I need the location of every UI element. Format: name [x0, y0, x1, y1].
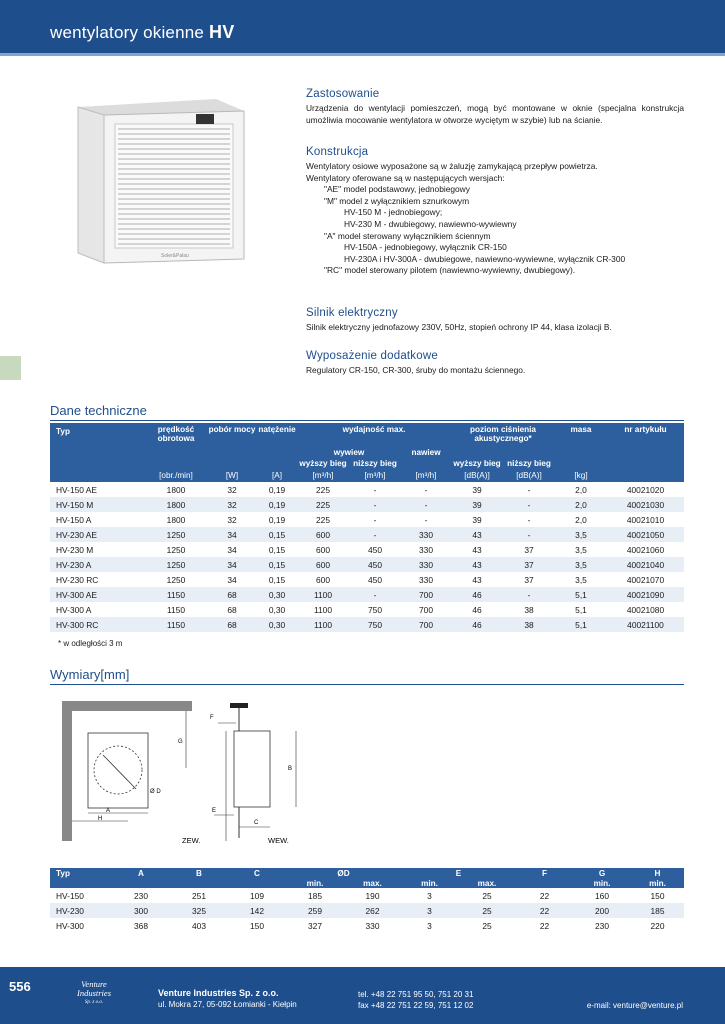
- table-cell: 37: [524, 544, 534, 555]
- section-zastosowanie: [306, 88, 684, 126]
- table-cell: 700: [401, 617, 451, 632]
- table-row: [50, 482, 684, 497]
- col-pobor: pobór mocy: [207, 423, 257, 447]
- table-cell: -: [401, 497, 451, 512]
- col-c: C: [228, 868, 286, 878]
- table-cell: 330: [419, 574, 433, 585]
- table-cell: 450: [368, 574, 382, 585]
- table-row: [50, 542, 684, 557]
- table-cell: 37: [503, 557, 555, 572]
- table-cell: HV-230 A: [50, 557, 145, 572]
- table-cell: 251: [192, 890, 206, 901]
- table-cell: -: [527, 484, 531, 495]
- table-cell: 25: [458, 903, 516, 918]
- col-wydajnosc: wydajność max.: [297, 423, 451, 447]
- table-cell: HV-150 AE: [56, 484, 97, 495]
- dane-techniczne-title: Dane techniczne: [50, 403, 147, 418]
- table-cell: 43: [472, 544, 482, 555]
- table-cell: -: [527, 514, 531, 525]
- table-cell: 34: [207, 557, 257, 572]
- table-cell: -: [503, 587, 555, 602]
- table-cell: 0,15: [268, 544, 286, 555]
- label-h: H: [98, 816, 103, 822]
- table-cell: 32: [227, 484, 237, 495]
- table-cell: -: [424, 484, 428, 495]
- version-item: HV-150 M - jednobiegowy;: [344, 207, 443, 218]
- label-g: G: [178, 739, 183, 745]
- table-cell: -: [349, 587, 401, 602]
- table-cell: 330: [401, 557, 451, 572]
- page-header: [0, 0, 725, 53]
- table-cell: 2,0: [575, 484, 587, 495]
- table-cell: 1800: [166, 514, 186, 525]
- table-cell: 0,19: [268, 514, 286, 525]
- table-cell: 3,5: [555, 527, 607, 542]
- table-cell: 230: [134, 890, 148, 901]
- section-silnik: [306, 307, 684, 334]
- table-cell: 600: [297, 557, 349, 572]
- table-cell: 1250: [145, 527, 207, 542]
- product-photo: [68, 97, 246, 265]
- table-cell: 150: [650, 890, 665, 901]
- table-cell: -: [349, 527, 401, 542]
- table-cell: 3,5: [575, 544, 587, 555]
- col-e: E: [401, 868, 516, 878]
- table-cell: 46: [451, 587, 503, 602]
- label-e: E: [212, 808, 217, 814]
- table-cell: 0,30: [257, 587, 297, 602]
- dimension-diagram: [58, 693, 308, 853]
- table-cell: 1100: [313, 604, 332, 615]
- table-cell: 1100: [297, 587, 349, 602]
- table-cell: 3,5: [555, 557, 607, 572]
- table-cell: 185: [631, 903, 684, 918]
- table-cell: 34: [227, 574, 237, 585]
- unit: [A]: [257, 469, 297, 482]
- table-cell: 40021020: [626, 484, 665, 495]
- table-cell: 190: [365, 890, 380, 901]
- table-cell: 225: [316, 514, 330, 525]
- label-a: A: [106, 808, 111, 814]
- label-zew: ZEW.: [182, 836, 201, 845]
- table-cell: 330: [419, 544, 433, 555]
- col-min: min.: [631, 878, 684, 888]
- table-row: [50, 602, 684, 617]
- table-cell: HV-150: [56, 890, 84, 901]
- table-cell: 330: [365, 920, 380, 931]
- table-cell: -: [373, 484, 377, 495]
- table-row: [50, 572, 684, 587]
- table-cell: 43: [451, 557, 503, 572]
- col-masa: masa: [555, 423, 607, 447]
- table-cell: -: [503, 497, 555, 512]
- table-cell: 40021070: [626, 574, 665, 585]
- table-cell: 68: [207, 587, 257, 602]
- unit: [m³/h]: [349, 469, 401, 482]
- label-wew: WEW.: [268, 836, 289, 845]
- col-max: max.: [344, 878, 401, 888]
- col-b: B: [170, 868, 228, 878]
- col-f: F: [516, 868, 573, 878]
- page-number: 556: [9, 979, 31, 994]
- unit: [kg]: [555, 469, 607, 482]
- version-item: HV-150A - jednobiegowy, wyłącznik CR-150: [344, 242, 507, 253]
- table-cell: 3: [427, 890, 432, 901]
- table-cell: 68: [227, 604, 237, 615]
- table-cell: 39: [472, 514, 482, 525]
- table-cell: 600: [316, 544, 330, 555]
- table-cell: 142: [228, 903, 286, 918]
- table-cell: 2,0: [575, 514, 587, 525]
- table-cell: 40021080: [626, 604, 665, 615]
- col-h: H: [631, 868, 684, 878]
- table-row: [50, 557, 684, 572]
- table-cell: 600: [297, 527, 349, 542]
- col-predkosc: prędkość obrotowa: [145, 423, 207, 447]
- table-cell: 262: [344, 903, 401, 918]
- version-item: HV-230 M - dwubiegowy, nawiewno-wywiewny: [344, 218, 517, 229]
- table-cell: HV-150 M: [50, 497, 145, 512]
- table-cell: 325: [170, 903, 228, 918]
- version-item: "AE" model podstawowy, jednobiegowy: [324, 184, 470, 195]
- wymiary-title: Wymiary[mm]: [50, 667, 129, 682]
- unit: [m³/h]: [297, 469, 349, 482]
- table-cell: HV-230 RC: [56, 574, 99, 585]
- table-cell: 46: [472, 604, 482, 615]
- table-row: [50, 512, 684, 527]
- table-cell: 600: [316, 574, 330, 585]
- table-cell: 3,5: [575, 574, 587, 585]
- table-cell: 32: [227, 514, 237, 525]
- table-cell: 38: [524, 604, 534, 615]
- table-cell: 150: [250, 920, 264, 931]
- table-cell: 34: [227, 544, 237, 555]
- table-cell: 0,30: [268, 604, 286, 615]
- table-row: [50, 587, 684, 602]
- company-email[interactable]: e-mail: venture@venture.pl: [586, 1001, 683, 1010]
- table-cell: 5,1: [555, 617, 607, 632]
- table-cell: 38: [503, 617, 555, 632]
- col-wyzszy: wyższy bieg: [451, 458, 503, 469]
- table-cell: 40021010: [626, 514, 665, 525]
- table-cell: 25: [482, 890, 492, 901]
- table-cell: HV-300 AE: [50, 587, 145, 602]
- col-poziom: poziom ciśnienia akustycznego*: [451, 423, 555, 447]
- table-cell: 34: [207, 527, 257, 542]
- table-cell: 68: [207, 617, 257, 632]
- table-row: [50, 497, 684, 512]
- table-cell: 2,0: [555, 497, 607, 512]
- company-fax: fax +48 22 751 22 59, 751 12 02: [358, 1001, 474, 1010]
- col-typ: Typ: [50, 423, 145, 447]
- col-nr: nr artykułu: [607, 423, 684, 447]
- col-min: min.: [286, 878, 344, 888]
- col-natezenie: natężenie: [257, 423, 297, 447]
- table-cell: 0,15: [257, 557, 297, 572]
- company-logo: Venture Industries Sp. z o.o.: [77, 979, 111, 1005]
- col-wyzszy: wyższy bieg: [297, 458, 349, 469]
- company-address: ul. Mokra 27, 05-092 Łomianki - Kiełpin: [158, 1000, 297, 1009]
- technical-data-table: [50, 423, 684, 632]
- col-min: min.: [573, 878, 631, 888]
- table-cell: 220: [650, 920, 665, 931]
- table-cell: 700: [419, 604, 433, 615]
- silnik-heading: Silnik elektryczny: [306, 307, 398, 319]
- table-row: [50, 888, 684, 903]
- table-cell: 46: [451, 617, 503, 632]
- table-cell: 1250: [145, 557, 207, 572]
- table-cell: 300: [112, 903, 170, 918]
- table-cell: HV-230: [50, 903, 112, 918]
- konstrukcja-line: Wentylatory oferowane są w następujących wersjach:: [306, 172, 505, 183]
- col-nizszy: niższy bieg: [349, 458, 401, 469]
- table-cell: 450: [368, 544, 382, 555]
- zastosowanie-text: Urządzenia do wentylacji pomieszczeń, mogą być montowane w oknie (specjalna konstrukcja umożliwia mocowanie wentylatora w otworze wyciętym w szybie) lub na ścianie.: [306, 103, 684, 125]
- label-f: F: [210, 715, 214, 721]
- table-cell: 32: [207, 497, 257, 512]
- version-item: "A" model sterowany wyłącznikiem ściennym: [324, 230, 491, 241]
- version-item: "M" model z wyłącznikiem sznurkowym: [324, 195, 470, 206]
- table-cell: HV-150 A: [56, 514, 92, 525]
- table-cell: 750: [368, 604, 382, 615]
- table-cell: 368: [134, 920, 148, 931]
- table-cell: 225: [316, 484, 330, 495]
- table-cell: 40021030: [607, 497, 684, 512]
- table-cell: 5,1: [575, 604, 587, 615]
- table-cell: HV-230 M: [56, 544, 94, 555]
- table-cell: 327: [308, 920, 322, 931]
- col-a: A: [112, 868, 170, 878]
- wyposazenie-text: Regulatory CR-150, CR-300, śruby do montażu ściennego.: [306, 365, 526, 375]
- zastosowanie-heading: Zastosowanie: [306, 88, 380, 100]
- table-row: [50, 527, 684, 542]
- table-cell: HV-300 RC: [50, 617, 145, 632]
- table-cell: 25: [482, 920, 492, 931]
- table-cell: 403: [192, 920, 206, 931]
- col-nawiew: nawiew: [401, 447, 451, 458]
- label-d: Ø D: [150, 789, 161, 795]
- konstrukcja-heading: Konstrukcja: [306, 146, 369, 158]
- table-cell: 37: [524, 574, 534, 585]
- table-cell: 22: [539, 890, 550, 901]
- table-cell: 40021050: [607, 527, 684, 542]
- wyposazenie-heading: Wyposażenie dodatkowe: [306, 350, 438, 362]
- table-cell: 0,30: [257, 617, 297, 632]
- silnik-text: Silnik elektryczny jednofazowy 230V, 50Hz, stopień ochrony IP 44, klasa izolacji B.: [306, 322, 612, 332]
- table-cell: 1150: [166, 604, 185, 615]
- col-max: max.: [458, 878, 516, 888]
- table-cell: 1150: [145, 587, 207, 602]
- version-item: HV-230A i HV-300A - dwubiegowe, nawiewno-wywiewne, wyłącznik CR-300: [344, 253, 626, 264]
- table-cell: 259: [286, 903, 344, 918]
- table-cell: 109: [250, 890, 264, 901]
- unit: [obr./min]: [145, 469, 207, 482]
- unit: [dB(A)]: [503, 469, 555, 482]
- table-cell: 40021100: [607, 617, 684, 632]
- table-cell: 3: [401, 903, 458, 918]
- table-cell: HV-300: [56, 920, 84, 931]
- version-item: "RC" model sterowany pilotem (nawiewno-wywiewny, dwubiegowy).: [324, 265, 576, 276]
- table-cell: 160: [595, 890, 609, 901]
- table-cell: 450: [349, 557, 401, 572]
- unit: [W]: [207, 469, 257, 482]
- table-cell: 40021040: [607, 557, 684, 572]
- table-cell: 1250: [166, 574, 186, 585]
- table-cell: 0,15: [268, 574, 286, 585]
- label-b: B: [288, 766, 293, 772]
- footnote: * w odległości 3 m: [58, 639, 123, 648]
- table-cell: 225: [297, 497, 349, 512]
- table-cell: 1150: [145, 617, 207, 632]
- page-footer: [0, 967, 725, 1024]
- col-nizszy: niższy bieg: [503, 458, 555, 469]
- side-tab-marker: [0, 356, 21, 380]
- table-cell: 0,19: [257, 497, 297, 512]
- col-d: ØD: [286, 868, 401, 878]
- section-konstrukcja: [306, 146, 684, 277]
- table-cell: 39: [451, 497, 503, 512]
- table-cell: 230: [595, 920, 609, 931]
- table-cell: HV-300 A: [56, 604, 92, 615]
- table-cell: 330: [401, 527, 451, 542]
- section-wyposazenie: [306, 350, 684, 377]
- table-cell: -: [503, 527, 555, 542]
- table-cell: 43: [451, 527, 503, 542]
- table-cell: -: [373, 514, 377, 525]
- table-cell: 0,15: [257, 527, 297, 542]
- table-cell: 0,19: [268, 484, 286, 495]
- table-cell: 40021090: [607, 587, 684, 602]
- table-cell: 43: [472, 574, 482, 585]
- table-cell: 1250: [166, 544, 186, 555]
- table-cell: 22: [516, 903, 573, 918]
- col-typ: Typ: [50, 868, 112, 878]
- table-cell: 1800: [166, 484, 186, 495]
- table-cell: 185: [308, 890, 322, 901]
- table-cell: 22: [539, 920, 550, 931]
- table-cell: HV-230 AE: [50, 527, 145, 542]
- table-cell: -: [424, 514, 428, 525]
- table-cell: -: [349, 497, 401, 512]
- table-row: [50, 903, 684, 918]
- table-cell: 700: [401, 587, 451, 602]
- col-min: min.: [401, 878, 458, 888]
- table-row: [50, 617, 684, 632]
- table-cell: 40021060: [626, 544, 665, 555]
- table-row: [50, 918, 684, 933]
- label-c: C: [254, 820, 259, 826]
- dimensions-table: [50, 868, 684, 933]
- product-brand-text: Soler&Palau: [161, 253, 189, 259]
- col-wywiew: wywiew: [297, 447, 401, 458]
- table-cell: 39: [472, 484, 482, 495]
- col-g: G: [573, 868, 631, 878]
- table-cell: 3: [427, 920, 432, 931]
- table-cell: 200: [573, 903, 631, 918]
- company-name: Venture Industries Sp. z o.o.: [158, 988, 279, 998]
- header-divider: [0, 53, 725, 56]
- page-title: wentylatory okienne HV: [50, 22, 235, 42]
- unit: [dB(A)]: [451, 469, 503, 482]
- unit: [m³/h]: [401, 469, 451, 482]
- table-cell: 1100: [297, 617, 349, 632]
- table-cell: 1800: [145, 497, 207, 512]
- table-cell: 5,1: [555, 587, 607, 602]
- table-cell: 750: [349, 617, 401, 632]
- konstrukcja-line: Wentylatory osiowe wyposażone są w żaluzję zamykającą przepływ powietrza.: [306, 161, 598, 171]
- company-phone: tel. +48 22 751 95 50, 751 20 31: [358, 990, 474, 999]
